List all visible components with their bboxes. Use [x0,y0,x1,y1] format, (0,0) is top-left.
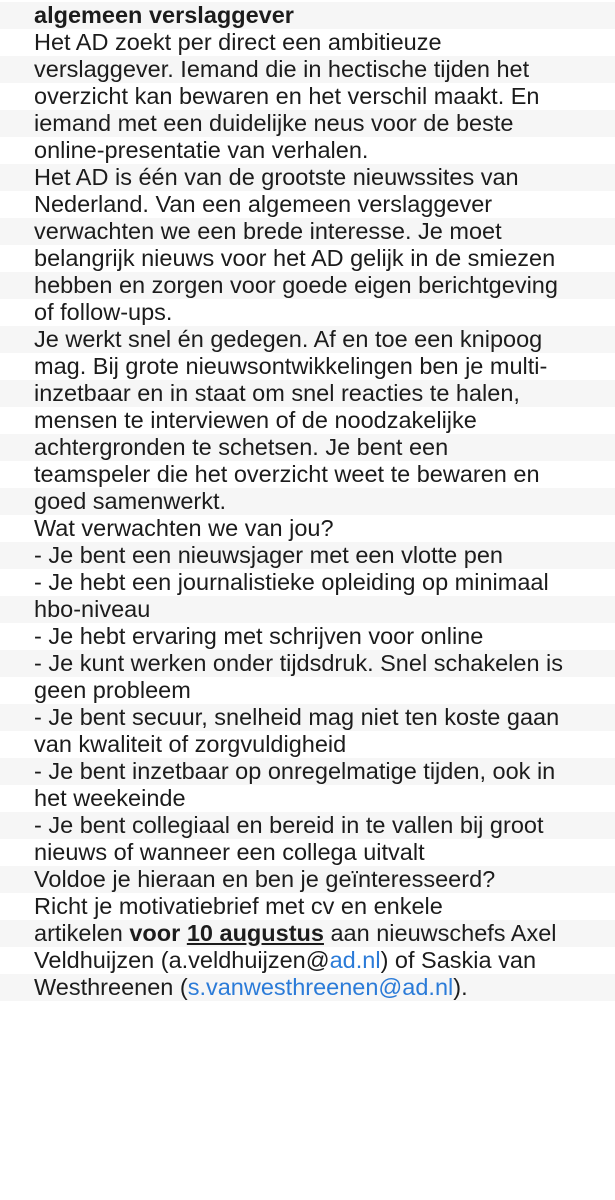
paragraph-line: of follow-ups. [34,299,173,325]
requirement-line: - Je bent een nieuwsjager met een vlotte pen [0,542,615,569]
section-question: Wat verwachten we van jou? [34,515,334,541]
paragraph-line: Nederland. Van een algemeen verslaggever [34,191,493,217]
paragraph-line: inzetbaar en in staat om snel reacties te halen, [0,380,615,407]
paragraph-line: hebben en zorgen voor goede eigen berichtgeving [0,272,615,299]
paragraph-line: belangrijk nieuws voor het AD gelijk in de smiezen [34,245,556,271]
email-link-user[interactable]: s.vanwesthreenen@ [187,974,403,1000]
requirement-line: - Je bent inzetbaar op onregelmatige tijden, ook in [0,758,615,785]
requirement-line: - Je hebt een journalistieke opleiding op minimaal [34,569,549,595]
deadline-line [0,920,615,947]
paragraph-line: mag. Bij grote nieuwsontwikkelingen ben je multi- [34,353,548,379]
intro-line: overzicht kan bewaren en het verschil maakt. En [34,83,540,109]
intro-line: online-presentatie van verhalen. [34,137,369,163]
deadline-post: aan nieuwschefs Axel [323,920,557,946]
requirement-line: van kwaliteit of zorgvuldigheid [34,731,347,757]
paragraph-line: Het AD is één van de grootste nieuwssites van [0,164,615,191]
requirement-line: nieuws of wanneer een collega uitvalt [34,839,425,865]
deadline-date: 10 augustus [186,920,324,946]
requirement-line: het weekeinde [34,785,186,811]
email-link-domain[interactable]: ad.nl [402,974,454,1000]
requirement-line: geen probleem [34,677,191,703]
contact-line2-post: ). [453,974,468,1000]
intro-line: iemand met een duidelijke neus voor de beste [0,110,615,137]
closing-line: Voldoe je hieraan en ben je geïnteresseerd? [0,866,615,893]
requirement-line: - Je bent collegiaal en bereid in te vallen bij groot [0,812,615,839]
intro-line: Het AD zoekt per direct een ambitieuze [34,29,442,55]
paragraph-line: verwachten we een brede interesse. Je moet [0,218,615,245]
deadline-pre: artikelen [34,920,130,946]
contact-line1-post: ) of Saskia van [380,947,537,973]
requirement-line: hbo-niveau [0,596,615,623]
intro-line: verslaggever. Iemand die in hectische tijden het [0,56,615,83]
requirement-line: - Je hebt ervaring met schrijven voor online [34,623,484,649]
contact-line [0,974,615,1001]
paragraph-line: Je werkt snel én gedegen. Af en toe een knipoog [0,326,615,353]
requirement-line: - Je kunt werken onder tijdsdruk. Snel schakelen is [0,650,615,677]
paragraph-line: mensen te interviewen of de noodzakelijke [34,407,477,433]
paragraph-line: goed samenwerkt. [0,488,615,515]
contact-line [0,947,615,974]
closing-line: Richt je motivatiebrief met cv en enkele [34,893,443,919]
paragraph-line: achtergronden te schetsen. Je bent een [0,434,615,461]
contact-line1-pre: Veldhuijzen (a.veldhuijzen@ [34,947,330,973]
contact-line2-pre: Westhreenen ( [34,974,188,1000]
job-title: algemeen verslaggever [0,2,615,29]
paragraph-line: teamspeler die het overzicht weet te bewaren en [34,461,540,487]
deadline-voor: voor [129,920,187,946]
requirement-line: - Je bent secuur, snelheid mag niet ten koste gaan [0,704,615,731]
email-link-domain[interactable]: ad.nl [329,947,381,973]
